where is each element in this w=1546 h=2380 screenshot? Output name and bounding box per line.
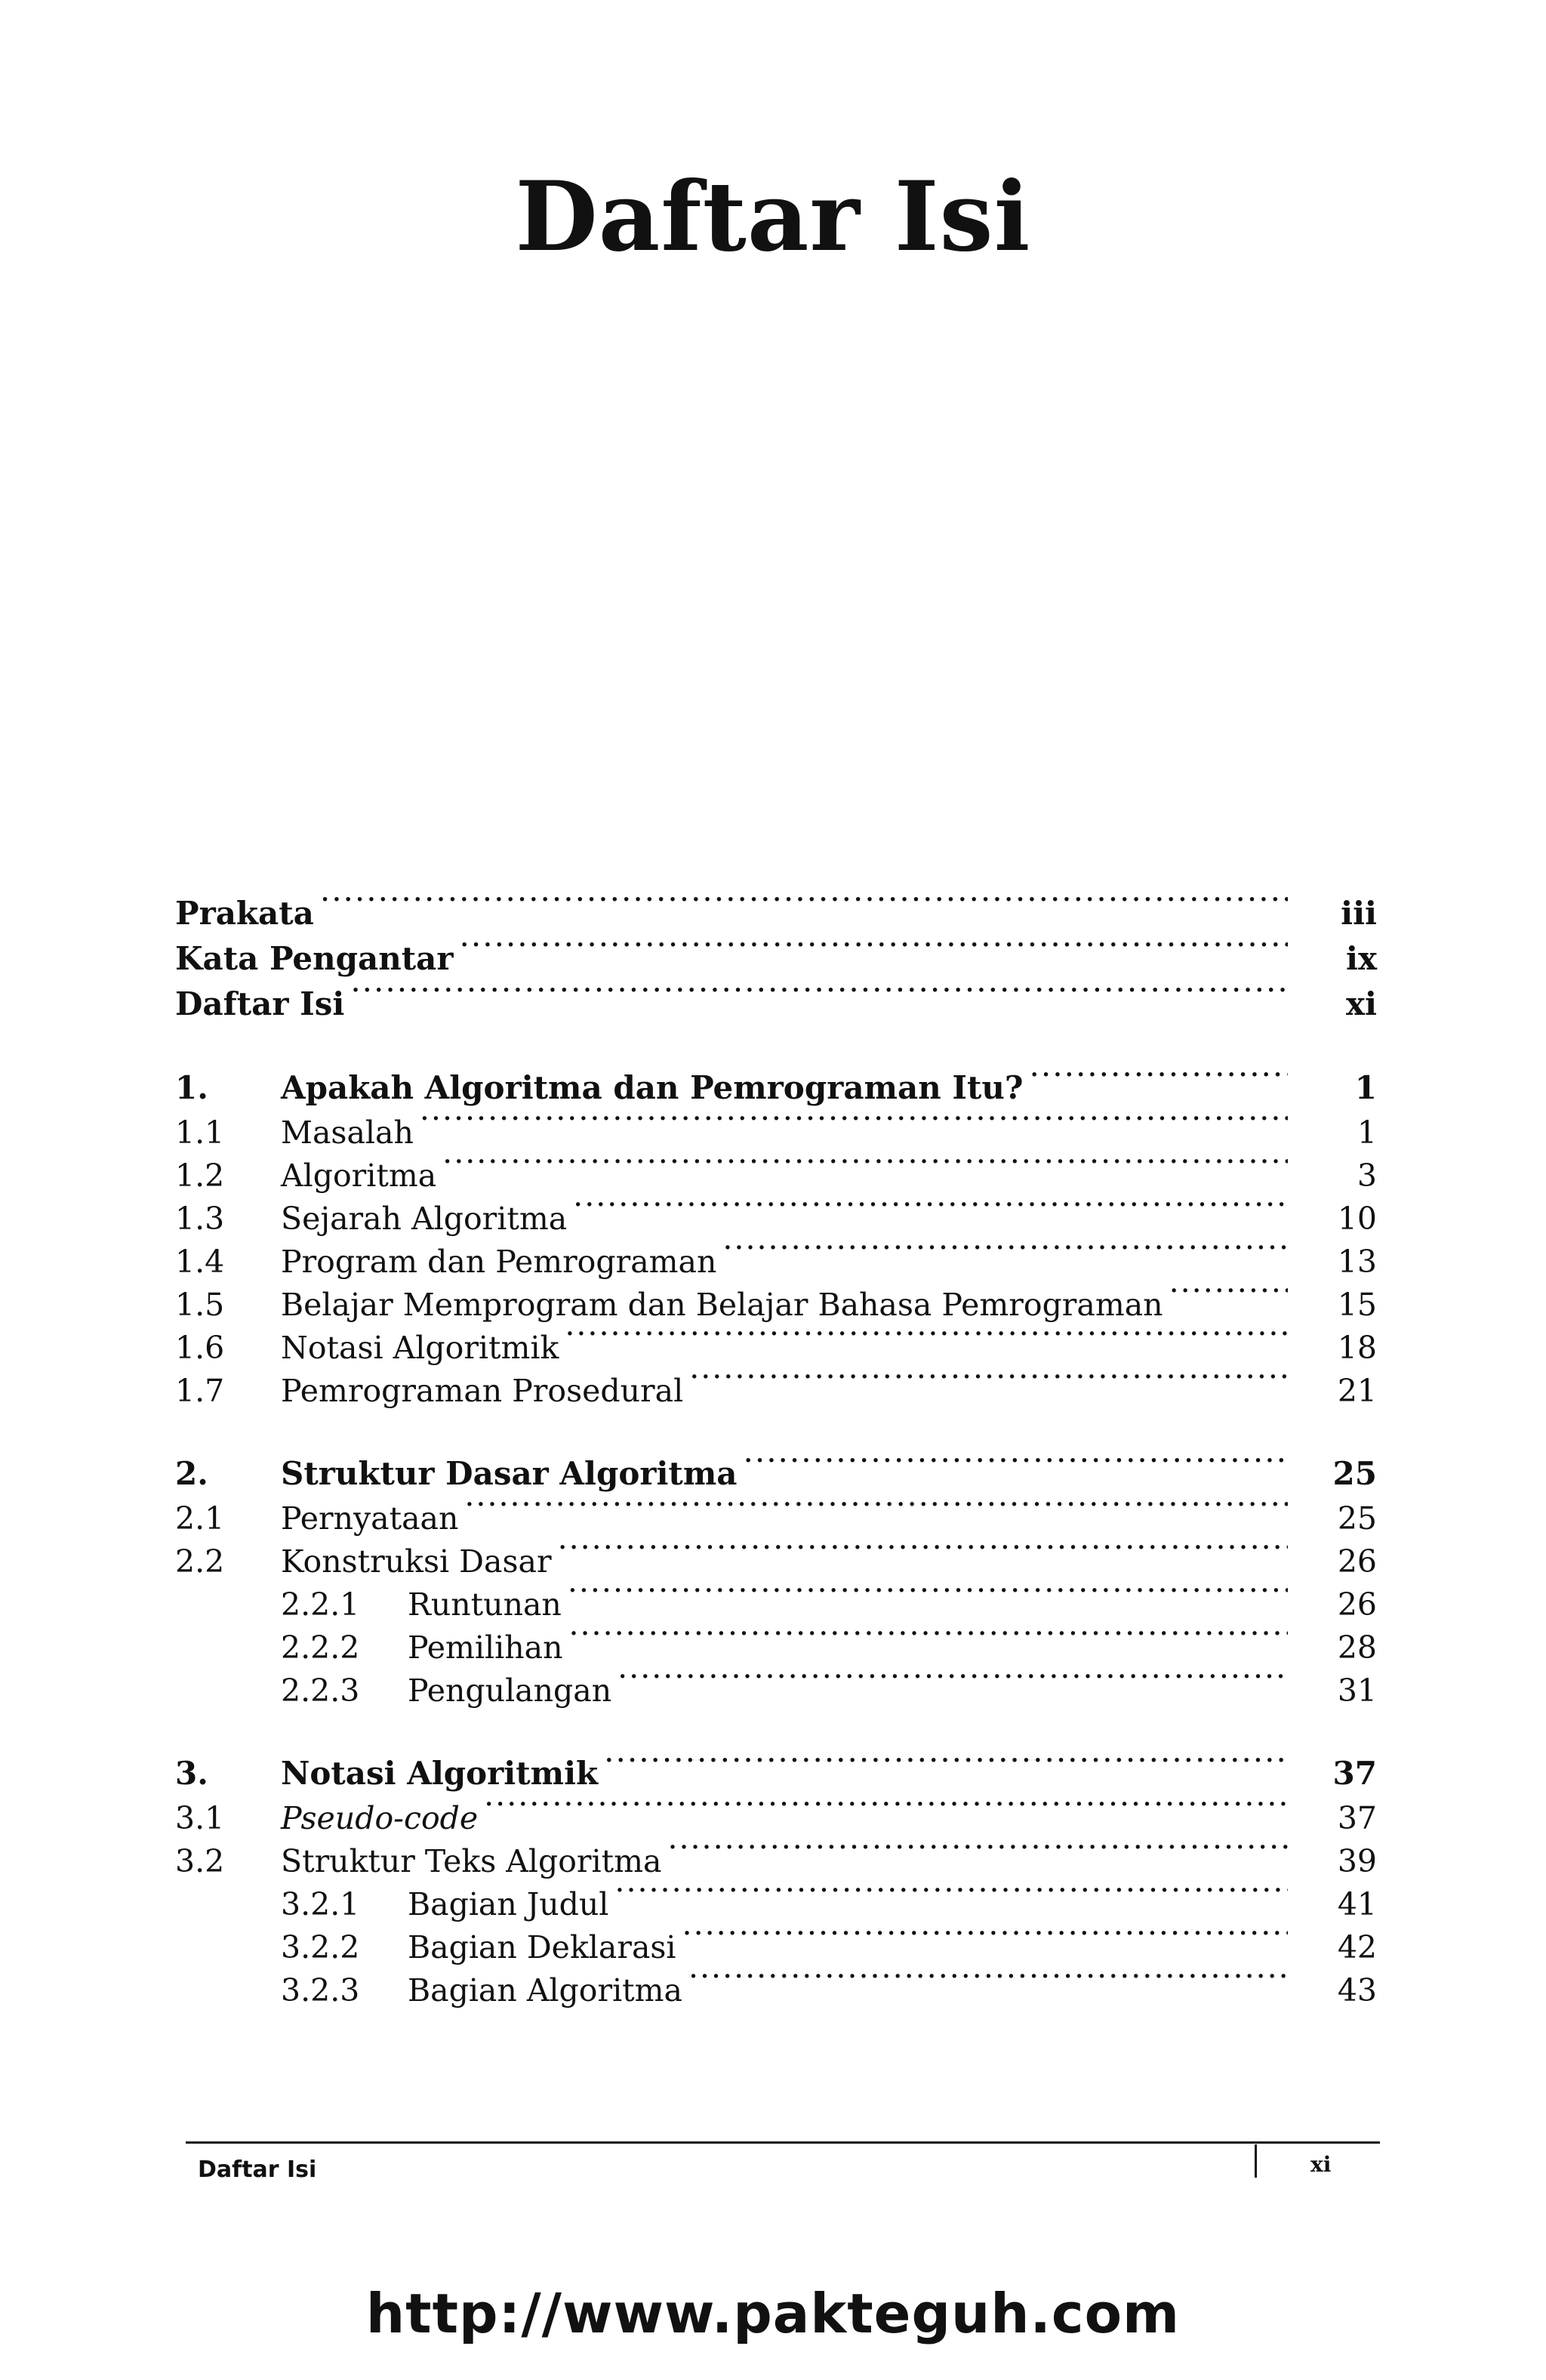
toc-section-1-6[interactable] <box>175 1327 1377 1370</box>
section-page: 21 <box>1337 1373 1377 1409</box>
toc-entry-page: ix <box>1346 940 1377 977</box>
footer-running-title: Daftar Isi <box>198 2156 317 2183</box>
toc-subsection-2-2-3[interactable] <box>175 1669 1377 1713</box>
dot-leader <box>688 1970 1288 2001</box>
section-title: Masalah <box>281 1114 414 1151</box>
toc-subsection-2-2-2[interactable] <box>175 1626 1377 1669</box>
toc-section-2-2[interactable] <box>175 1540 1377 1583</box>
dot-leader <box>614 1884 1288 1915</box>
toc-entry-prakata[interactable] <box>175 891 1377 936</box>
dot-leader <box>568 1584 1288 1615</box>
section-number: 3.2 <box>175 1843 225 1879</box>
subsection-page: 28 <box>1337 1629 1377 1666</box>
chapter-number: 1. <box>175 1069 208 1106</box>
dot-leader <box>604 1753 1288 1784</box>
section-gap <box>175 1413 1377 1451</box>
toc-section-3-2[interactable] <box>175 1840 1377 1883</box>
section-number: 2.1 <box>175 1500 225 1537</box>
section-title: Pemrograman Prosedural <box>281 1373 684 1409</box>
toc-subsection-3-2-3[interactable] <box>175 1969 1377 2012</box>
toc-entry-title: Kata Pengantar <box>175 940 454 977</box>
footer-rule <box>186 2141 1380 2144</box>
toc-section-1-3[interactable] <box>175 1198 1377 1241</box>
subsection-title: Pemilihan <box>408 1629 563 1666</box>
toc-section-1-2[interactable] <box>175 1155 1377 1198</box>
chapter-number: 2. <box>175 1455 208 1492</box>
subsection-page: 41 <box>1337 1886 1377 1922</box>
toc-subsection-3-2-1[interactable] <box>175 1883 1377 1926</box>
section-page: 13 <box>1337 1244 1377 1280</box>
chapter-title: Apakah Algoritma dan Pemrograman Itu? <box>281 1069 1024 1106</box>
subsection-number: 3.2.3 <box>281 1972 360 2009</box>
chapter-page: 25 <box>1332 1455 1377 1492</box>
page-title: Daftar Isi <box>515 161 1031 273</box>
section-page: 25 <box>1337 1500 1377 1537</box>
dot-leader <box>464 1498 1288 1529</box>
section-gap <box>175 1713 1377 1750</box>
subsection-page: 26 <box>1337 1586 1377 1623</box>
section-number: 1.7 <box>175 1373 225 1409</box>
section-page: 26 <box>1337 1543 1377 1580</box>
toc-subsection-3-2-2[interactable] <box>175 1926 1377 1969</box>
dot-leader <box>744 1453 1289 1484</box>
section-title: Struktur Teks Algoritma <box>281 1843 662 1879</box>
subsection-number: 3.2.2 <box>281 1929 360 1965</box>
dot-leader <box>682 1927 1288 1958</box>
footer-page-number: xi <box>1310 2152 1332 2177</box>
subsection-title: Bagian Judul <box>408 1886 609 1922</box>
section-title: Konstruksi Dasar <box>281 1543 552 1580</box>
dot-leader <box>350 983 1288 1015</box>
toc-subsection-2-2-1[interactable] <box>175 1583 1377 1626</box>
dot-leader <box>565 1327 1288 1358</box>
section-gap <box>175 1027 1377 1065</box>
subsection-page: 42 <box>1337 1929 1377 1965</box>
toc-section-1-4[interactable] <box>175 1241 1377 1284</box>
toc-entry-page: xi <box>1346 985 1377 1022</box>
chapter-title: Struktur Dasar Algoritma <box>281 1455 738 1492</box>
dot-leader <box>320 892 1288 924</box>
site-url-watermark[interactable]: http://www.pakteguh.com <box>365 2282 1181 2345</box>
toc-section-3-1[interactable] <box>175 1797 1377 1840</box>
toc-section-2-1[interactable] <box>175 1497 1377 1540</box>
section-title: Pseudo-code <box>281 1800 479 1836</box>
toc-chapter-2[interactable] <box>175 1451 1377 1497</box>
toc-entry-page: iii <box>1341 895 1377 932</box>
section-title: Algoritma <box>281 1158 437 1194</box>
dot-leader <box>689 1370 1288 1401</box>
toc-chapter-3[interactable] <box>175 1750 1377 1797</box>
chapter-page: 37 <box>1332 1755 1377 1792</box>
dot-leader <box>568 1627 1288 1658</box>
section-page: 37 <box>1337 1800 1377 1836</box>
dot-leader <box>460 938 1288 970</box>
section-number: 1.3 <box>175 1201 225 1237</box>
dot-leader <box>420 1112 1288 1143</box>
section-page: 3 <box>1357 1158 1377 1194</box>
section-number: 1.1 <box>175 1114 225 1151</box>
toc-entry-title: Prakata <box>175 895 314 932</box>
section-title: Program dan Pemrograman <box>281 1244 717 1280</box>
subsection-number: 2.2.2 <box>281 1629 360 1666</box>
subsection-title: Pengulangan <box>408 1672 612 1709</box>
section-number: 1.5 <box>175 1287 225 1323</box>
section-number: 1.4 <box>175 1244 225 1280</box>
dot-leader <box>1169 1284 1288 1315</box>
dot-leader <box>667 1841 1288 1872</box>
subsection-number: 2.2.3 <box>281 1672 360 1709</box>
section-title: Belajar Memprogram dan Belajar Bahasa Pemrograman <box>281 1287 1163 1323</box>
section-number: 1.2 <box>175 1158 225 1194</box>
dot-leader <box>558 1541 1288 1572</box>
dot-leader <box>617 1670 1288 1701</box>
toc-section-1-1[interactable] <box>175 1111 1377 1155</box>
toc-entry-kata-pengantar[interactable] <box>175 936 1377 982</box>
subsection-page: 31 <box>1337 1672 1377 1709</box>
section-page: 1 <box>1357 1114 1377 1151</box>
dot-leader <box>573 1198 1288 1229</box>
subsection-page: 43 <box>1337 1972 1377 2009</box>
dot-leader <box>442 1155 1288 1186</box>
table-of-contents <box>175 891 1377 2012</box>
dot-leader <box>484 1798 1288 1829</box>
section-page: 15 <box>1337 1287 1377 1323</box>
section-title: Pernyataan <box>281 1500 459 1537</box>
section-page: 18 <box>1337 1330 1377 1366</box>
section-page: 39 <box>1337 1843 1377 1879</box>
subsection-number: 3.2.1 <box>281 1886 360 1922</box>
toc-section-1-5[interactable] <box>175 1284 1377 1327</box>
dot-leader <box>1030 1067 1288 1099</box>
chapter-title: Notasi Algoritmik <box>281 1755 599 1792</box>
section-number: 3.1 <box>175 1800 225 1836</box>
section-title: Notasi Algoritmik <box>281 1330 559 1366</box>
toc-entry-title: Daftar Isi <box>175 985 345 1022</box>
chapter-page: 1 <box>1354 1069 1377 1106</box>
dot-leader <box>722 1241 1288 1272</box>
section-number: 2.2 <box>175 1543 225 1580</box>
section-page: 10 <box>1337 1201 1377 1237</box>
subsection-number: 2.2.1 <box>281 1586 360 1623</box>
section-number: 1.6 <box>175 1330 225 1366</box>
chapter-number: 3. <box>175 1755 208 1792</box>
section-title: Sejarah Algoritma <box>281 1201 568 1237</box>
subsection-title: Bagian Algoritma <box>408 1972 682 2009</box>
subsection-title: Runtunan <box>408 1586 562 1623</box>
toc-entry-daftar-isi[interactable] <box>175 982 1377 1027</box>
toc-chapter-1[interactable] <box>175 1065 1377 1111</box>
toc-section-1-7[interactable] <box>175 1370 1377 1413</box>
subsection-title: Bagian Deklarasi <box>408 1929 676 1965</box>
